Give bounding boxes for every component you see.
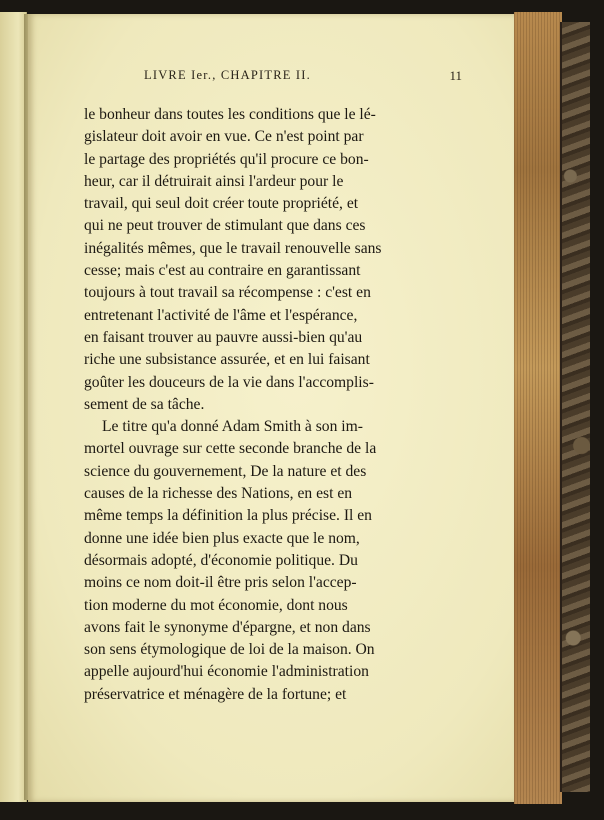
text-line: désormais adopté, d'économie politique. Du xyxy=(84,551,358,569)
book-fore-edge xyxy=(514,12,562,804)
text-line: travail, qui seul doit créer toute propriété, et xyxy=(84,195,359,213)
text-line: sement de sa tâche. xyxy=(84,395,205,413)
marbled-cover xyxy=(560,22,590,792)
text-line: même temps la définition la plus précise. Il en xyxy=(84,507,372,525)
text-line: heur, car il détruirait ainsi l'ardeur pour le xyxy=(84,172,344,190)
text-line: appelle aujourd'hui économie l'administration xyxy=(84,663,369,681)
text-line: tion moderne du mot économie, dont nous xyxy=(84,596,348,614)
running-title: LIVRE Ier., CHAPITRE II. xyxy=(144,68,311,82)
text-line: en faisant trouver au pauvre aussi-bien qu'au xyxy=(84,328,363,346)
running-header xyxy=(144,68,462,88)
text-line: le bonheur dans toutes les conditions que le lé- xyxy=(84,106,376,123)
text-line: entretenant l'activité de l'âme et l'espérance, xyxy=(84,306,358,324)
page-text xyxy=(84,104,392,706)
text-line: moins ce nom doit-il être pris selon l'accep- xyxy=(84,574,357,592)
text-line: inégalités mêmes, que le travail renouvelle sans xyxy=(84,239,382,257)
paragraph-1 xyxy=(84,104,392,416)
paragraph-2 xyxy=(84,416,392,706)
text-line: son sens étymologique de loi de la maison. On xyxy=(84,641,375,659)
text-line: goûter les douceurs de la vie dans l'accomplis- xyxy=(84,373,374,391)
text-line: science du gouvernement, De la nature et des xyxy=(84,462,367,480)
text-line: riche une subsistance assurée, et en lui faisant xyxy=(84,351,370,369)
facing-page-edge xyxy=(0,12,27,802)
text-line: donne une idée bien plus exacte que le nom, xyxy=(84,529,360,547)
text-line: le partage des propriétés qu'il procure ce bon- xyxy=(84,150,369,168)
text-line: causes de la richesse des Nations, en est en xyxy=(84,485,353,503)
text-line: préservatrice et ménagère de la fortune; et xyxy=(84,685,347,703)
text-line: gislateur doit avoir en vue. Ce n'est point par xyxy=(84,128,364,146)
text-line: mortel ouvrage sur cette seconde branche de la xyxy=(84,440,377,458)
text-line: qui ne peut trouver de stimulant que dans ces xyxy=(84,217,366,235)
text-line: Le titre qu'a donné Adam Smith à son im- xyxy=(102,418,363,436)
text-line: cesse; mais c'est au contraire en garantissant xyxy=(84,262,361,280)
text-line: avons fait le synonyme d'épargne, et non dans xyxy=(84,618,371,636)
text-line: toujours à tout travail sa récompense : c'est en xyxy=(84,284,371,302)
page-number: 11 xyxy=(449,68,462,83)
